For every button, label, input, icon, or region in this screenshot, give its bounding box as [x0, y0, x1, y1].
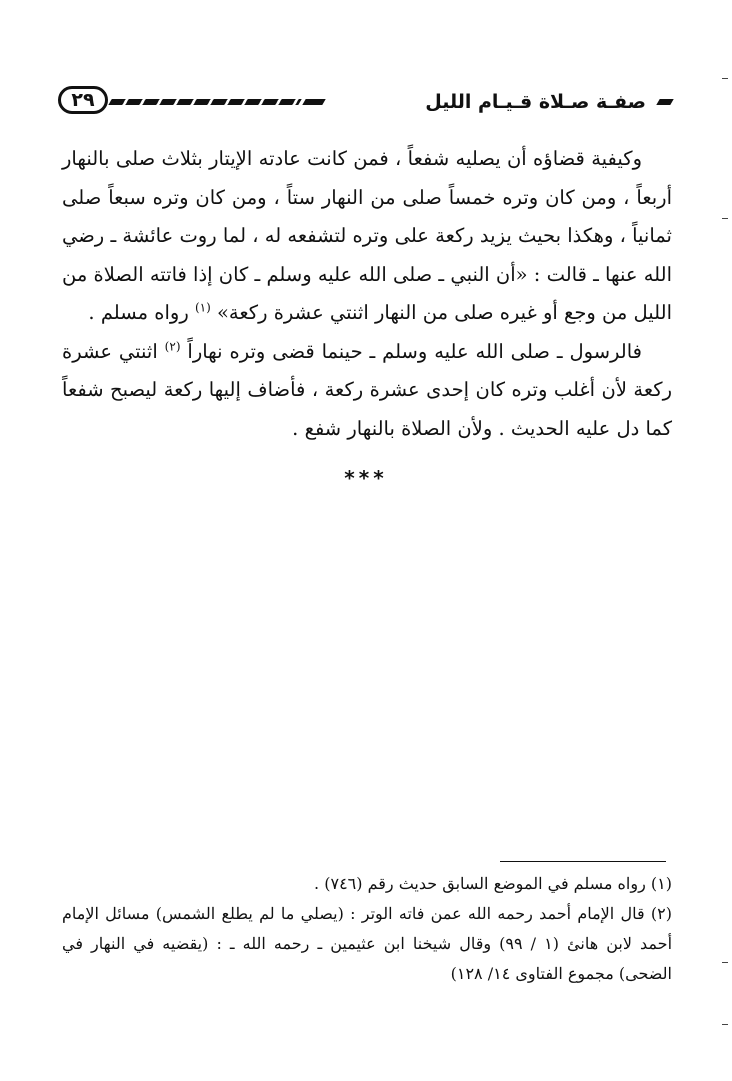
paragraph-text: فالرسول ـ صلى الله عليه وسلم ـ حينما قضى وتره نهاراً [187, 339, 642, 363]
paragraph-text: اثنتي عشرة ركعة لأن أغلب وتره كان إحدى عشرة ركعة ، فأضاف إليها ركعة ليصبح شفعاً كما دل عليه الحديث . ولأن الصلاة بالنهار شفع . [62, 339, 672, 440]
running-title: صفـة صـلاة قـيـام الليل [425, 91, 646, 113]
footnote: (٢) قال الإمام أحمد رحمه الله عمن فاته الوتر : (يصلي ما لم يطلع الشمس) مسائل الإمام أحمد لابن هانئ (١ / ٩٩) وقال شيخنا ابن عثيمين ـ رحمه الله ـ : (يقضيه في النهار في الضحى) مجموع الفتاوى ١٤/ ١٢٨) [62, 904, 673, 983]
footnote-ref: (١) [194, 300, 211, 315]
paragraph [62, 333, 672, 449]
footnote-ref: (٢) [164, 339, 181, 353]
main-text [62, 140, 672, 448]
page-header [58, 84, 672, 120]
header-end-mark [656, 99, 673, 105]
scan-mark [722, 1024, 728, 1025]
header-title-rule [302, 99, 325, 105]
scan-mark [722, 218, 728, 219]
scan-mark [722, 962, 728, 963]
paragraph-text: وكيفية قضاؤه أن يصليه شفعاً ، فمن كانت عادته الإيتار بثلاث صلى بالنهار أربعاً ، ومن كان وتره خمساً صلى من النهار ستاً ، ومن كان وتره سبعاً صلى ثمانياً ، وهكذا بحيث يزيد ركعة على وتره لتشفعه له ، لما روت عائشة ـ رضي الله عنها ـ قالت : «أن النبي ـ صلى الله عليه وسلم ـ كان إذا فاتته الصلاة من الليل من وجع أو غيره صلى من النهار اثنتي عشرة ركعة» [62, 147, 672, 324]
footnotes [62, 869, 672, 989]
header-decorative-rule [108, 99, 301, 105]
paragraph-text: رواه مسلم . [88, 301, 195, 324]
section-separator: *** [344, 466, 388, 490]
footnote: (١) رواه مسلم في الموضع السابق حديث رقم (٧٤٦) . [314, 874, 672, 893]
scan-mark [722, 78, 728, 79]
paragraph [62, 140, 672, 333]
page-number: ٢٩ [58, 86, 108, 114]
footnote-divider [500, 861, 666, 862]
